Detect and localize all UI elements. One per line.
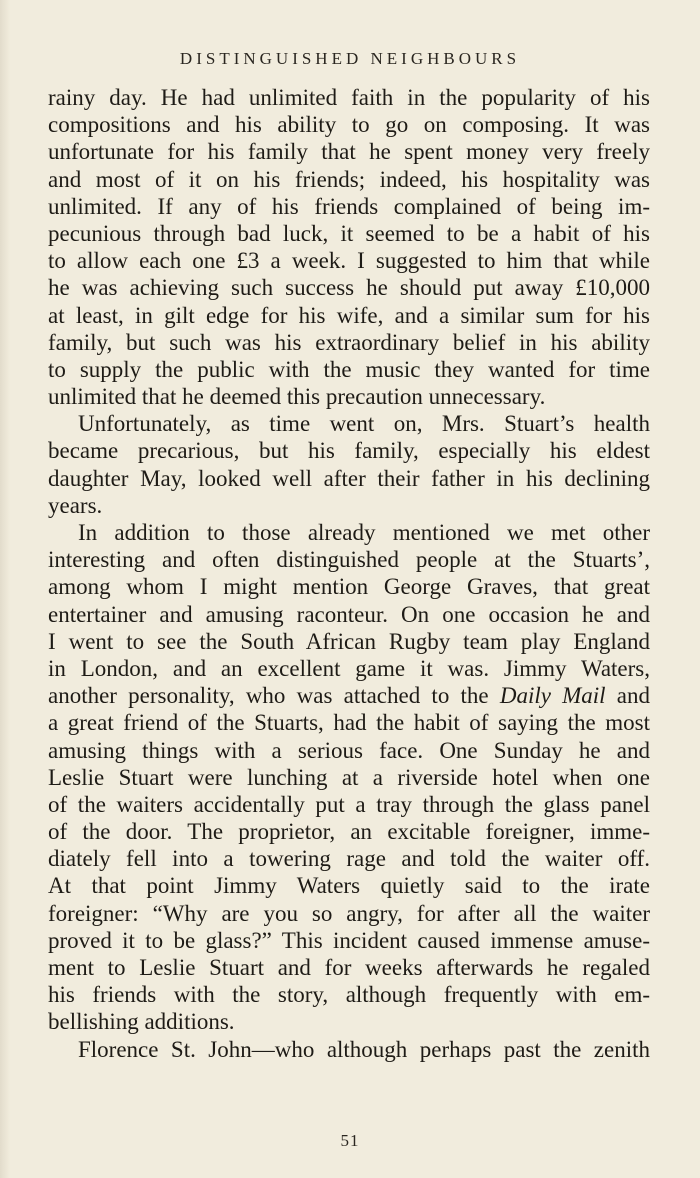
- text-line: I went to see the South African Rugby team play England: [48, 628, 650, 654]
- text-line: ment to Leslie Stuart and for weeks afterwards he regaled: [48, 955, 650, 980]
- newspaper-title: Daily Mail: [499, 683, 606, 709]
- text-line: he was achieving such success he should put away £10,000: [48, 275, 650, 301]
- text-line: amusing things with a serious face. One Sunday he and: [48, 737, 650, 763]
- body-text: [48, 84, 650, 1063]
- text-line: of the waiters accidentally put a tray through the glass panel: [48, 791, 650, 817]
- text-line: unfortunate for his family that he spent money very freely: [48, 139, 650, 165]
- text-line: another personality, who was attached to the Daily Mail and: [48, 683, 650, 709]
- text-line: to allow each one £3 a week. I suggested to him that while: [48, 248, 650, 274]
- text-line: In addition to those already mentioned we met other: [78, 520, 650, 545]
- text-line: Florence St. John—who although perhaps past the zenith: [78, 1036, 650, 1062]
- running-header: DISTINGUISHED NEIGHBOURS: [179, 49, 521, 68]
- text-line: of the door. The proprietor, an excitable foreigner, imme-: [48, 819, 650, 845]
- text-line: a great friend of the Stuarts, had the habit of saying the most: [48, 710, 650, 736]
- text-line: compositions and his ability to go on composing. It was: [48, 112, 650, 138]
- text-line: Leslie Stuart were lunching at a riverside hotel when one: [48, 764, 650, 790]
- text-line: among whom I might mention George Graves, that great: [48, 574, 650, 600]
- page-number: 51: [340, 1131, 360, 1150]
- text-line: rainy day. He had unlimited faith in the popularity of his: [48, 85, 650, 110]
- text-line: pecunious through bad luck, it seemed to be a habit of his: [48, 220, 650, 246]
- text-line: diately fell into a towering rage and told the waiter off.: [48, 846, 650, 872]
- text-line: unlimited. If any of his friends complained of being im-: [48, 193, 650, 219]
- text-line: unlimited that he deemed this precaution unnecessary.: [48, 384, 546, 410]
- text-line: daughter May, looked well after their father in his declining: [48, 465, 650, 491]
- text-line: bellishing additions.: [48, 1009, 235, 1035]
- text-line: his friends with the story, although frequently with em-: [48, 982, 650, 1008]
- text-line: At that point Jimmy Waters quietly said to the irate: [48, 873, 650, 899]
- text-line: and most of it on his friends; indeed, his hospitality was: [48, 166, 650, 192]
- page-edge-shadow: [0, 0, 10, 1178]
- text-line: interesting and often distinguished people at the Stuarts’,: [48, 547, 650, 573]
- text-line: proved it to be glass?” This incident caused immense amuse-: [48, 927, 650, 953]
- text-line: family, but such was his extraordinary belief in his ability: [48, 329, 650, 355]
- text-line: Unfortunately, as time went on, Mrs. Stuart’s health: [78, 411, 650, 437]
- text-line: foreigner: “Why are you so angry, for after all the waiter: [48, 900, 650, 926]
- text-line: years.: [48, 492, 103, 518]
- text-line: became precarious, but his family, especially his eldest: [48, 438, 650, 464]
- text-line: entertainer and amusing raconteur. On one occasion he and: [48, 601, 650, 627]
- text-line: to supply the public with the music they wanted for time: [48, 356, 650, 382]
- text-line: in London, and an excellent game it was. Jimmy Waters,: [48, 655, 650, 681]
- text-line: at least, in gilt edge for his wife, and a similar sum for his: [48, 302, 650, 328]
